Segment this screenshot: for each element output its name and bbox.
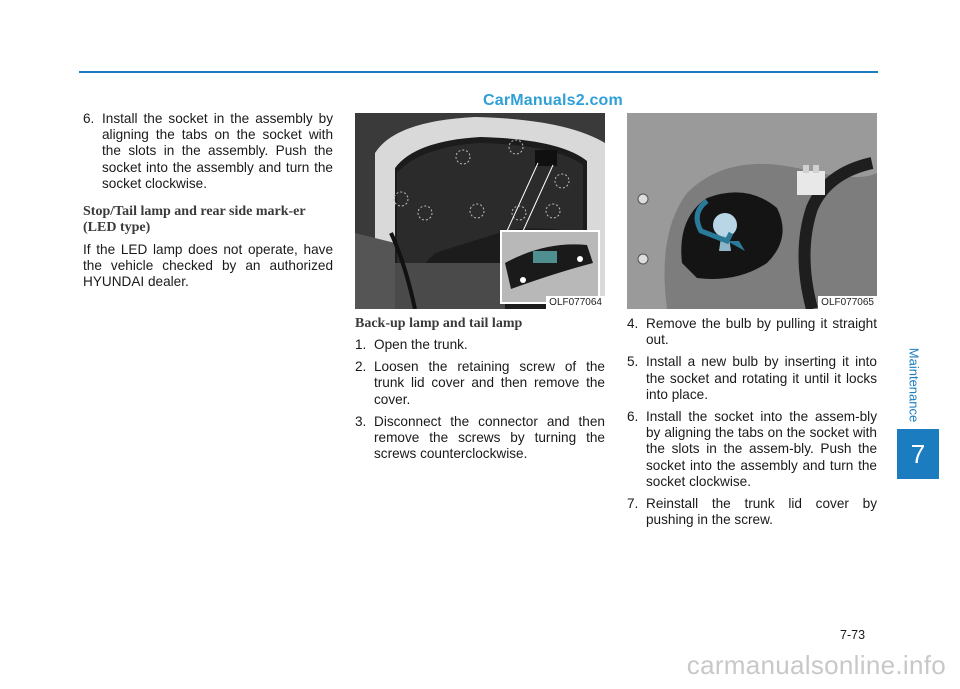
step-text: Install a new bulb by inserting it into the socket and rotating it until it locks into place. xyxy=(646,354,877,402)
step-number: 6. xyxy=(627,409,639,425)
step-number: 6. xyxy=(83,111,95,126)
step-text: Open the trunk. xyxy=(374,337,468,352)
section-label xyxy=(900,340,928,430)
column-middle xyxy=(355,316,605,468)
step-item xyxy=(355,414,605,463)
step-item xyxy=(355,359,605,408)
column-left xyxy=(83,111,333,291)
step-number: 7. xyxy=(627,496,639,512)
figure-caption: OLF077065 xyxy=(818,296,877,309)
step-item xyxy=(627,496,877,528)
bulb-removal-illustration xyxy=(627,113,877,309)
step-item xyxy=(83,111,333,192)
step-text: Install the socket into the assem-bly by aligning the tabs on the socket with the slots in the assem-bly. Push the socket into the assembly and turn the socket clockwise. xyxy=(646,409,877,489)
step-text: Install the socket in the assembly by aligning the tabs on the socket with the slots in the assembly. Push the socket into the assembly and turn the socket clockwise. xyxy=(102,111,333,191)
page-number: 7-73 xyxy=(840,628,866,642)
section-heading: Stop/Tail lamp and rear side mark-er (LED type) xyxy=(83,204,306,236)
watermark-bottom[interactable]: carmanualsonline.info xyxy=(686,650,946,680)
header-rule xyxy=(79,71,878,73)
section-heading: Back-up lamp and tail lamp xyxy=(355,316,523,331)
step-text: Loosen the retaining screw of the trunk lid cover and then remove the cover. xyxy=(374,359,605,407)
paragraph: If the LED lamp does not operate, have the vehicle checked by an authorized HYUNDAI dealer. xyxy=(83,242,333,290)
step-number: 1. xyxy=(355,337,367,352)
trunk-lid-illustration xyxy=(355,113,605,309)
column-right xyxy=(627,316,877,534)
step-number: 5. xyxy=(627,354,639,370)
figure-caption: OLF077064 xyxy=(546,296,605,309)
step-number: 3. xyxy=(355,413,367,429)
section-label-text: Maintenance xyxy=(906,347,922,423)
figure-trunk-lid xyxy=(355,113,605,309)
step-number: 2. xyxy=(355,359,367,375)
step-text: Remove the bulb by pulling it straight out. xyxy=(646,316,877,348)
step-item xyxy=(627,354,877,403)
step-text: Disconnect the connector and then remove the screws by turning the screws counterclockwise. xyxy=(374,413,605,462)
step-item xyxy=(627,409,877,490)
step-text: Reinstall the trunk lid cover by pushing in the screw. xyxy=(646,496,877,528)
step-number: 4. xyxy=(627,316,639,331)
watermark-top[interactable]: CarManuals2.com xyxy=(483,92,623,109)
step-item xyxy=(355,337,605,353)
chapter-tab: 7 xyxy=(897,429,939,479)
figure-bulb-removal xyxy=(627,113,877,309)
step-item xyxy=(627,316,877,348)
